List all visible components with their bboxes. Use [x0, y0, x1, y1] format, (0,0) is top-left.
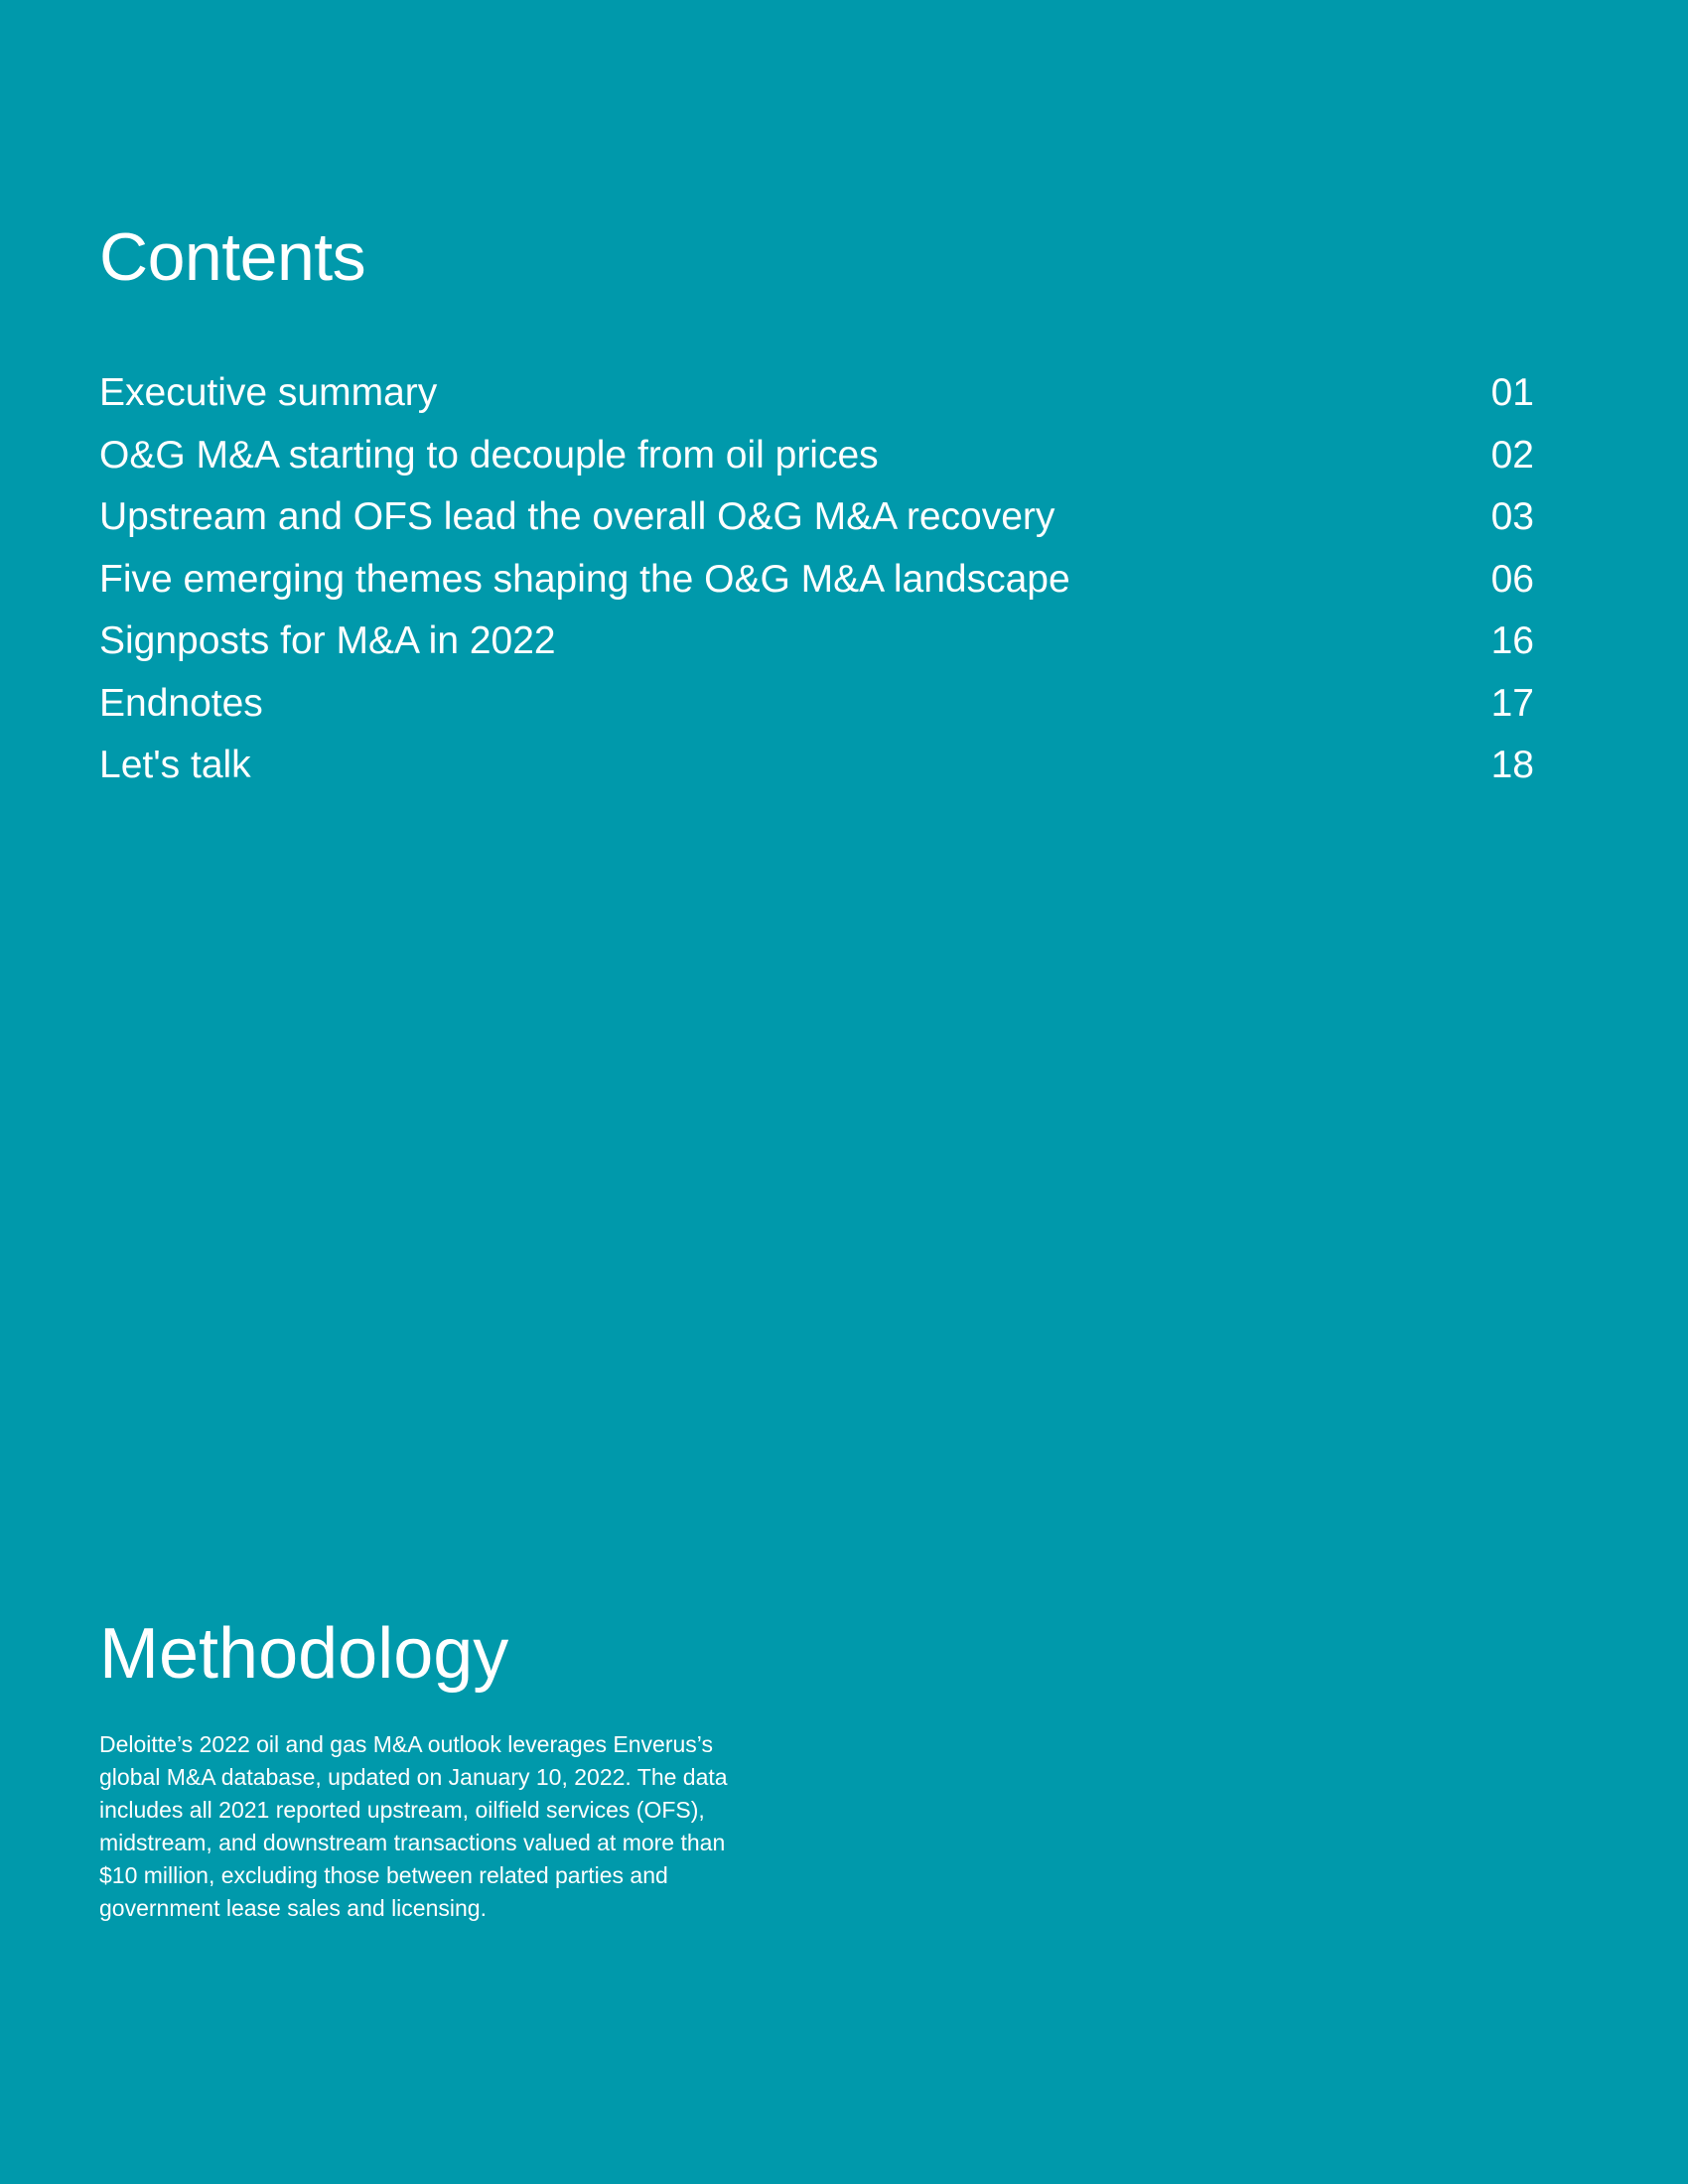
- toc-item-lets-talk[interactable]: [99, 735, 1534, 797]
- toc-item-page: 17: [1490, 681, 1534, 725]
- toc-item-decouple-oil-prices[interactable]: [99, 425, 1534, 487]
- toc-item-page: 01: [1490, 371, 1534, 414]
- toc-item-page: 03: [1490, 495, 1534, 538]
- toc-item-label: Signposts for M&A in 2022: [99, 619, 556, 662]
- toc-item-signposts-2022[interactable]: [99, 611, 1534, 673]
- table-of-contents: [99, 362, 1534, 797]
- contents-title: Contents: [99, 219, 366, 295]
- toc-item-label: Upstream and OFS lead the overall O&G M&A recovery: [99, 495, 1055, 538]
- toc-item-executive-summary[interactable]: [99, 362, 1534, 425]
- toc-item-label: Executive summary: [99, 371, 438, 414]
- toc-item-label: Five emerging themes shaping the O&G M&A landscape: [99, 557, 1070, 601]
- toc-item-page: 16: [1490, 619, 1534, 662]
- toc-item-label: O&G M&A starting to decouple from oil prices: [99, 433, 879, 477]
- toc-item-label: Endnotes: [99, 681, 263, 725]
- methodology-text: Deloitte’s 2022 oil and gas M&A outlook leverages Enverus’s global M&A database, updated on January 10, 2022. The data includes all 2021 reported upstream, oilfield services (OFS), midstream, and downstream transactions valued at more than $10 million, excluding those between related parties and government lease sales and licensing.: [99, 1731, 728, 1921]
- toc-item-endnotes[interactable]: [99, 673, 1534, 736]
- toc-item-upstream-ofs-recovery[interactable]: [99, 486, 1534, 549]
- toc-item-page: 18: [1490, 744, 1534, 786]
- toc-item-label: Let's talk: [99, 744, 251, 786]
- toc-item-page: 02: [1490, 433, 1534, 477]
- toc-item-page: 06: [1490, 557, 1534, 601]
- toc-item-five-emerging-themes[interactable]: [99, 549, 1534, 612]
- methodology-title: Methodology: [99, 1614, 509, 1694]
